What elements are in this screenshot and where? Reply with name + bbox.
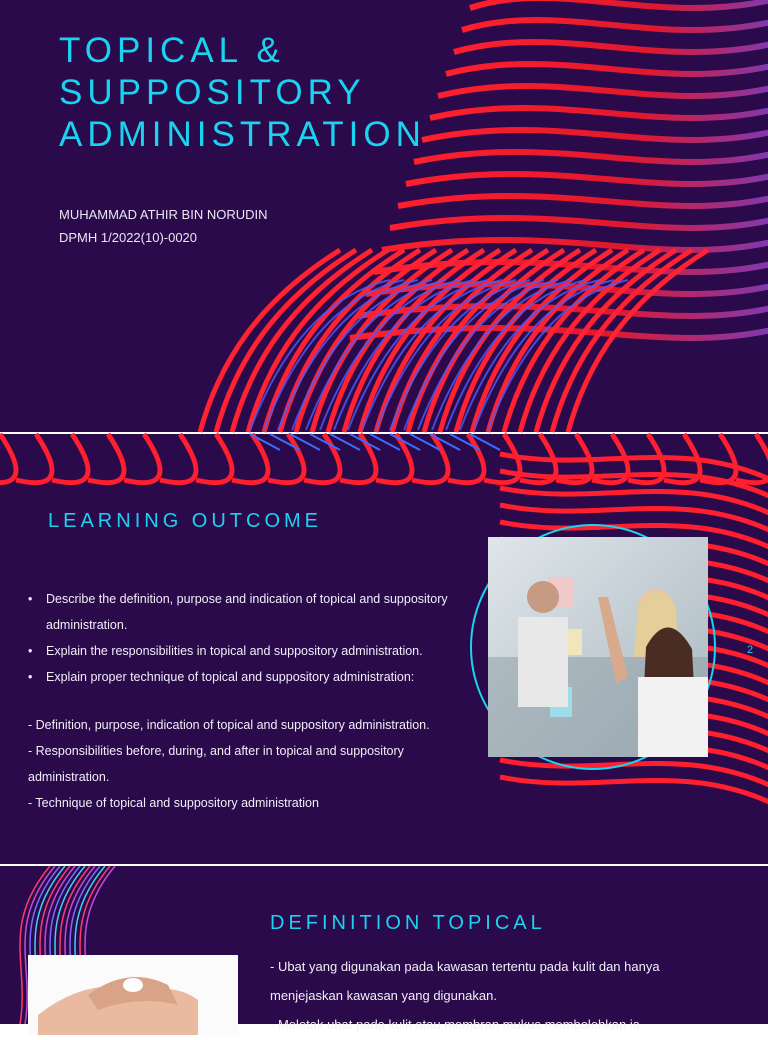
ribbon-stroke	[500, 777, 768, 807]
ribbon-stroke	[470, 0, 768, 8]
ribbon-stroke	[390, 218, 768, 228]
list-item	[28, 586, 468, 638]
list-item: - Definition, purpose, indication of topical and suppository administration.	[28, 718, 430, 732]
learning-outcome-slide	[0, 434, 768, 864]
bullet-text: Describe the definition, purpose and indication of topical and suppository administration.	[46, 592, 448, 632]
ribbon-stroke	[382, 240, 768, 250]
ribbon-stroke	[398, 196, 768, 206]
bullet-text: Explain the responsibilities in topical and suppository administration.	[46, 644, 423, 658]
ribbon-stroke	[430, 108, 768, 118]
bullet-text: Explain proper technique of topical and suppository administration:	[46, 670, 415, 684]
title-line: TOPICAL &	[59, 31, 285, 70]
ribbon-stroke	[448, 434, 484, 483]
ribbon-stroke	[422, 130, 768, 140]
list-item: - Technique of topical and suppository administration	[28, 796, 319, 810]
ribbon-stroke	[446, 64, 768, 74]
definition-topical-slide	[0, 866, 768, 1032]
title-slide	[0, 0, 768, 432]
author-name: MUHAMMAD ATHIR BIN NORUDIN	[59, 207, 268, 222]
ribbon-stroke	[462, 20, 768, 30]
ribbon-stroke	[88, 434, 124, 483]
section-title: DEFINITION TOPICAL	[270, 912, 546, 934]
ribbon-stroke	[376, 434, 412, 483]
ribbon-stroke	[52, 434, 88, 483]
ribbon-stroke	[454, 42, 768, 52]
ribbon-stroke	[0, 434, 16, 483]
ribbon-stroke	[268, 434, 304, 483]
presentation-title	[59, 30, 426, 156]
ribbon-stroke	[438, 86, 768, 96]
team-photo	[488, 537, 708, 757]
paragraph: - Ubat yang digunakan pada kawasan tertentu pada kulit dan hanya menjejaskan kawasan yang digunakan.	[270, 959, 660, 1003]
outcome-detail-list	[28, 712, 468, 816]
ribbon-stroke	[414, 152, 768, 162]
ribbon-stroke	[16, 434, 52, 483]
cream-hand-photo	[28, 955, 238, 1035]
title-line: ADMINISTRATION	[59, 115, 426, 154]
ribbon-stroke	[406, 174, 768, 184]
ribbon-stroke	[196, 434, 232, 483]
list-item	[28, 664, 468, 690]
student-code: DPMH 1/2022(10)-0020	[59, 230, 198, 245]
ribbon-stroke	[160, 434, 196, 483]
paragraph: - Meletak ubat pada kulit atau membran mukus membolehkan ia	[270, 1017, 640, 1032]
list-item	[28, 638, 468, 664]
page-number: 2	[747, 644, 754, 656]
bullet-icon: •	[28, 592, 33, 606]
title-line: SUPPOSITORY	[59, 73, 366, 112]
bullet-icon: •	[28, 644, 33, 658]
definition-text	[270, 952, 730, 1039]
ribbon-stroke	[124, 434, 160, 483]
bullet-icon: •	[28, 670, 33, 684]
list-item: - Responsibilities before, during, and after in topical and suppository administration.	[28, 744, 404, 784]
section-title: LEARNING OUTCOME	[48, 510, 323, 532]
outcome-bullet-list	[28, 586, 468, 690]
